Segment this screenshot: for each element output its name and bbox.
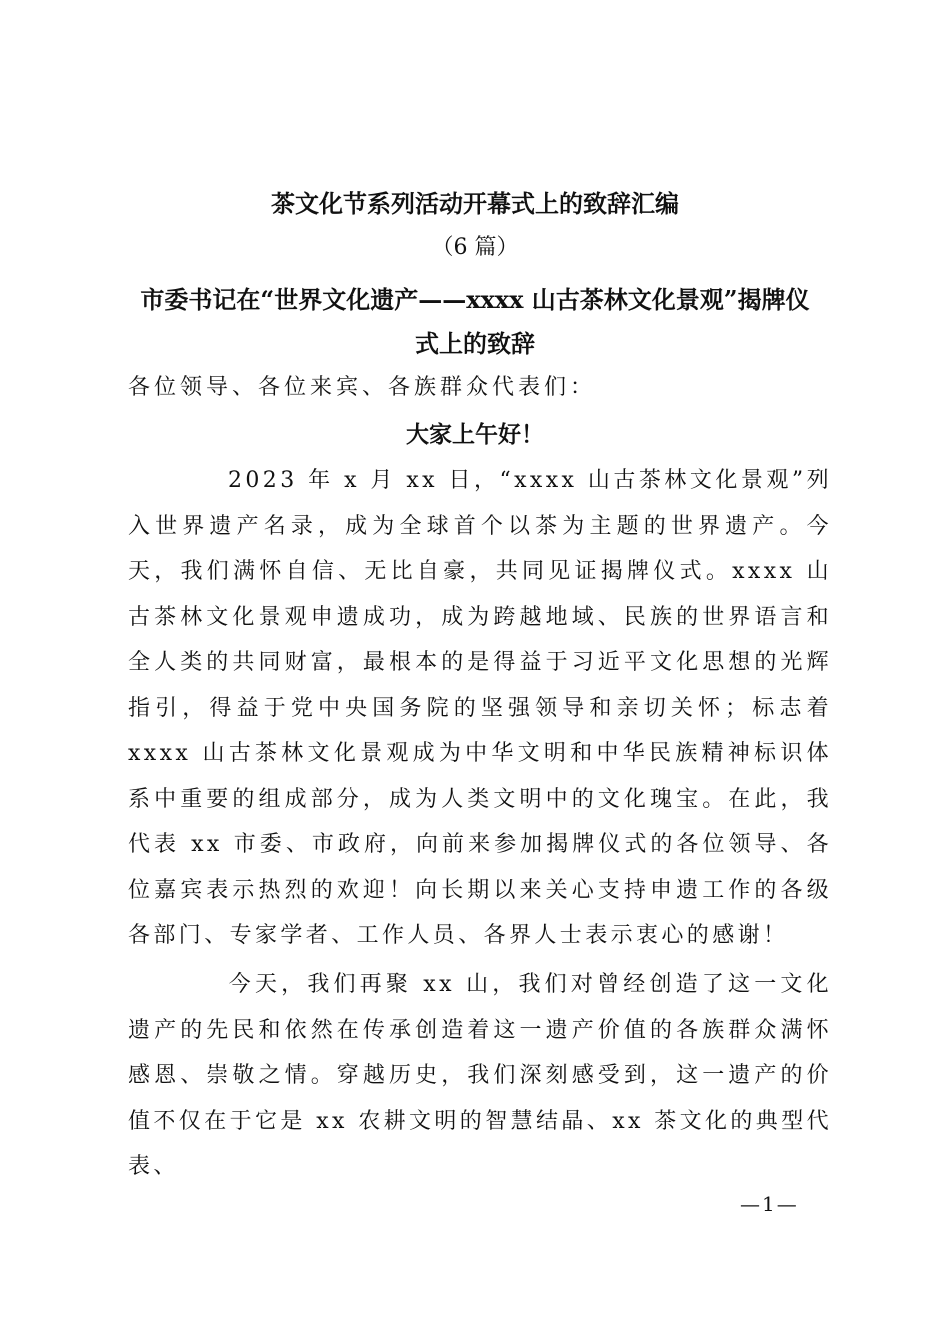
speech-title-line-1: 市委书记在“世界文化遗产——xxxx 山古茶林文化景观”揭牌仪 [140, 285, 810, 314]
paragraph-2-text: 今天，我们再聚 xx 山，我们对曾经创造了这一文化遗产的先民和依然在传承创造着这一遗产价值的各族群众满怀感恩、崇敬之情。穿越历史，我们深刻感受到，这一遗产的价值不仅在于它是 xx 农耕文明的智慧结晶、xx 茶文化的典型代表、 [128, 972, 833, 1179]
paragraph-1-text: 2023 年 x 月 xx 日，“xxxx 山古茶林文化景观”列入世界遗产名录，成为全球首个以茶为主题的世界遗产。今天，我们满怀自信、无比自豪，共同见证揭牌仪式。xxxx 山古茶林文化景观申遗成功，成为跨越地域、民族的世界语言和全人类的共同财富，最根本的是得益于习近平文化思想的光辉指引，得益于党中央国务院的坚强领导和亲切关怀；标志着 xxxx 山古茶林文化景观成为中华文明和中华民族精神标识体系中重要的组成部分，成为人类文明中的文化瑰宝。在此，我代表 xx 市委、市政府，向前来参加揭牌仪式的各位领导、各位嘉宾表示热烈的欢迎！向长期以来关心支持申遗工作的各级各部门、专家学者、工作人员、各界人士表示衷心的感谢！ [128, 468, 832, 948]
greeting: 大家上午好！ [406, 421, 544, 448]
document-subtitle: （6 篇） [431, 235, 519, 260]
speech-title-line-2: 式上的致辞 [415, 329, 535, 358]
document-title: 茶文化节系列活动开幕式上的致辞汇编 [271, 189, 679, 218]
page-number: —1— [740, 1192, 799, 1216]
paragraph-1 [128, 458, 832, 959]
paragraph-2 [128, 962, 832, 1190]
salutation: 各位领导、各位来宾、各族群众代表们： [128, 375, 597, 400]
